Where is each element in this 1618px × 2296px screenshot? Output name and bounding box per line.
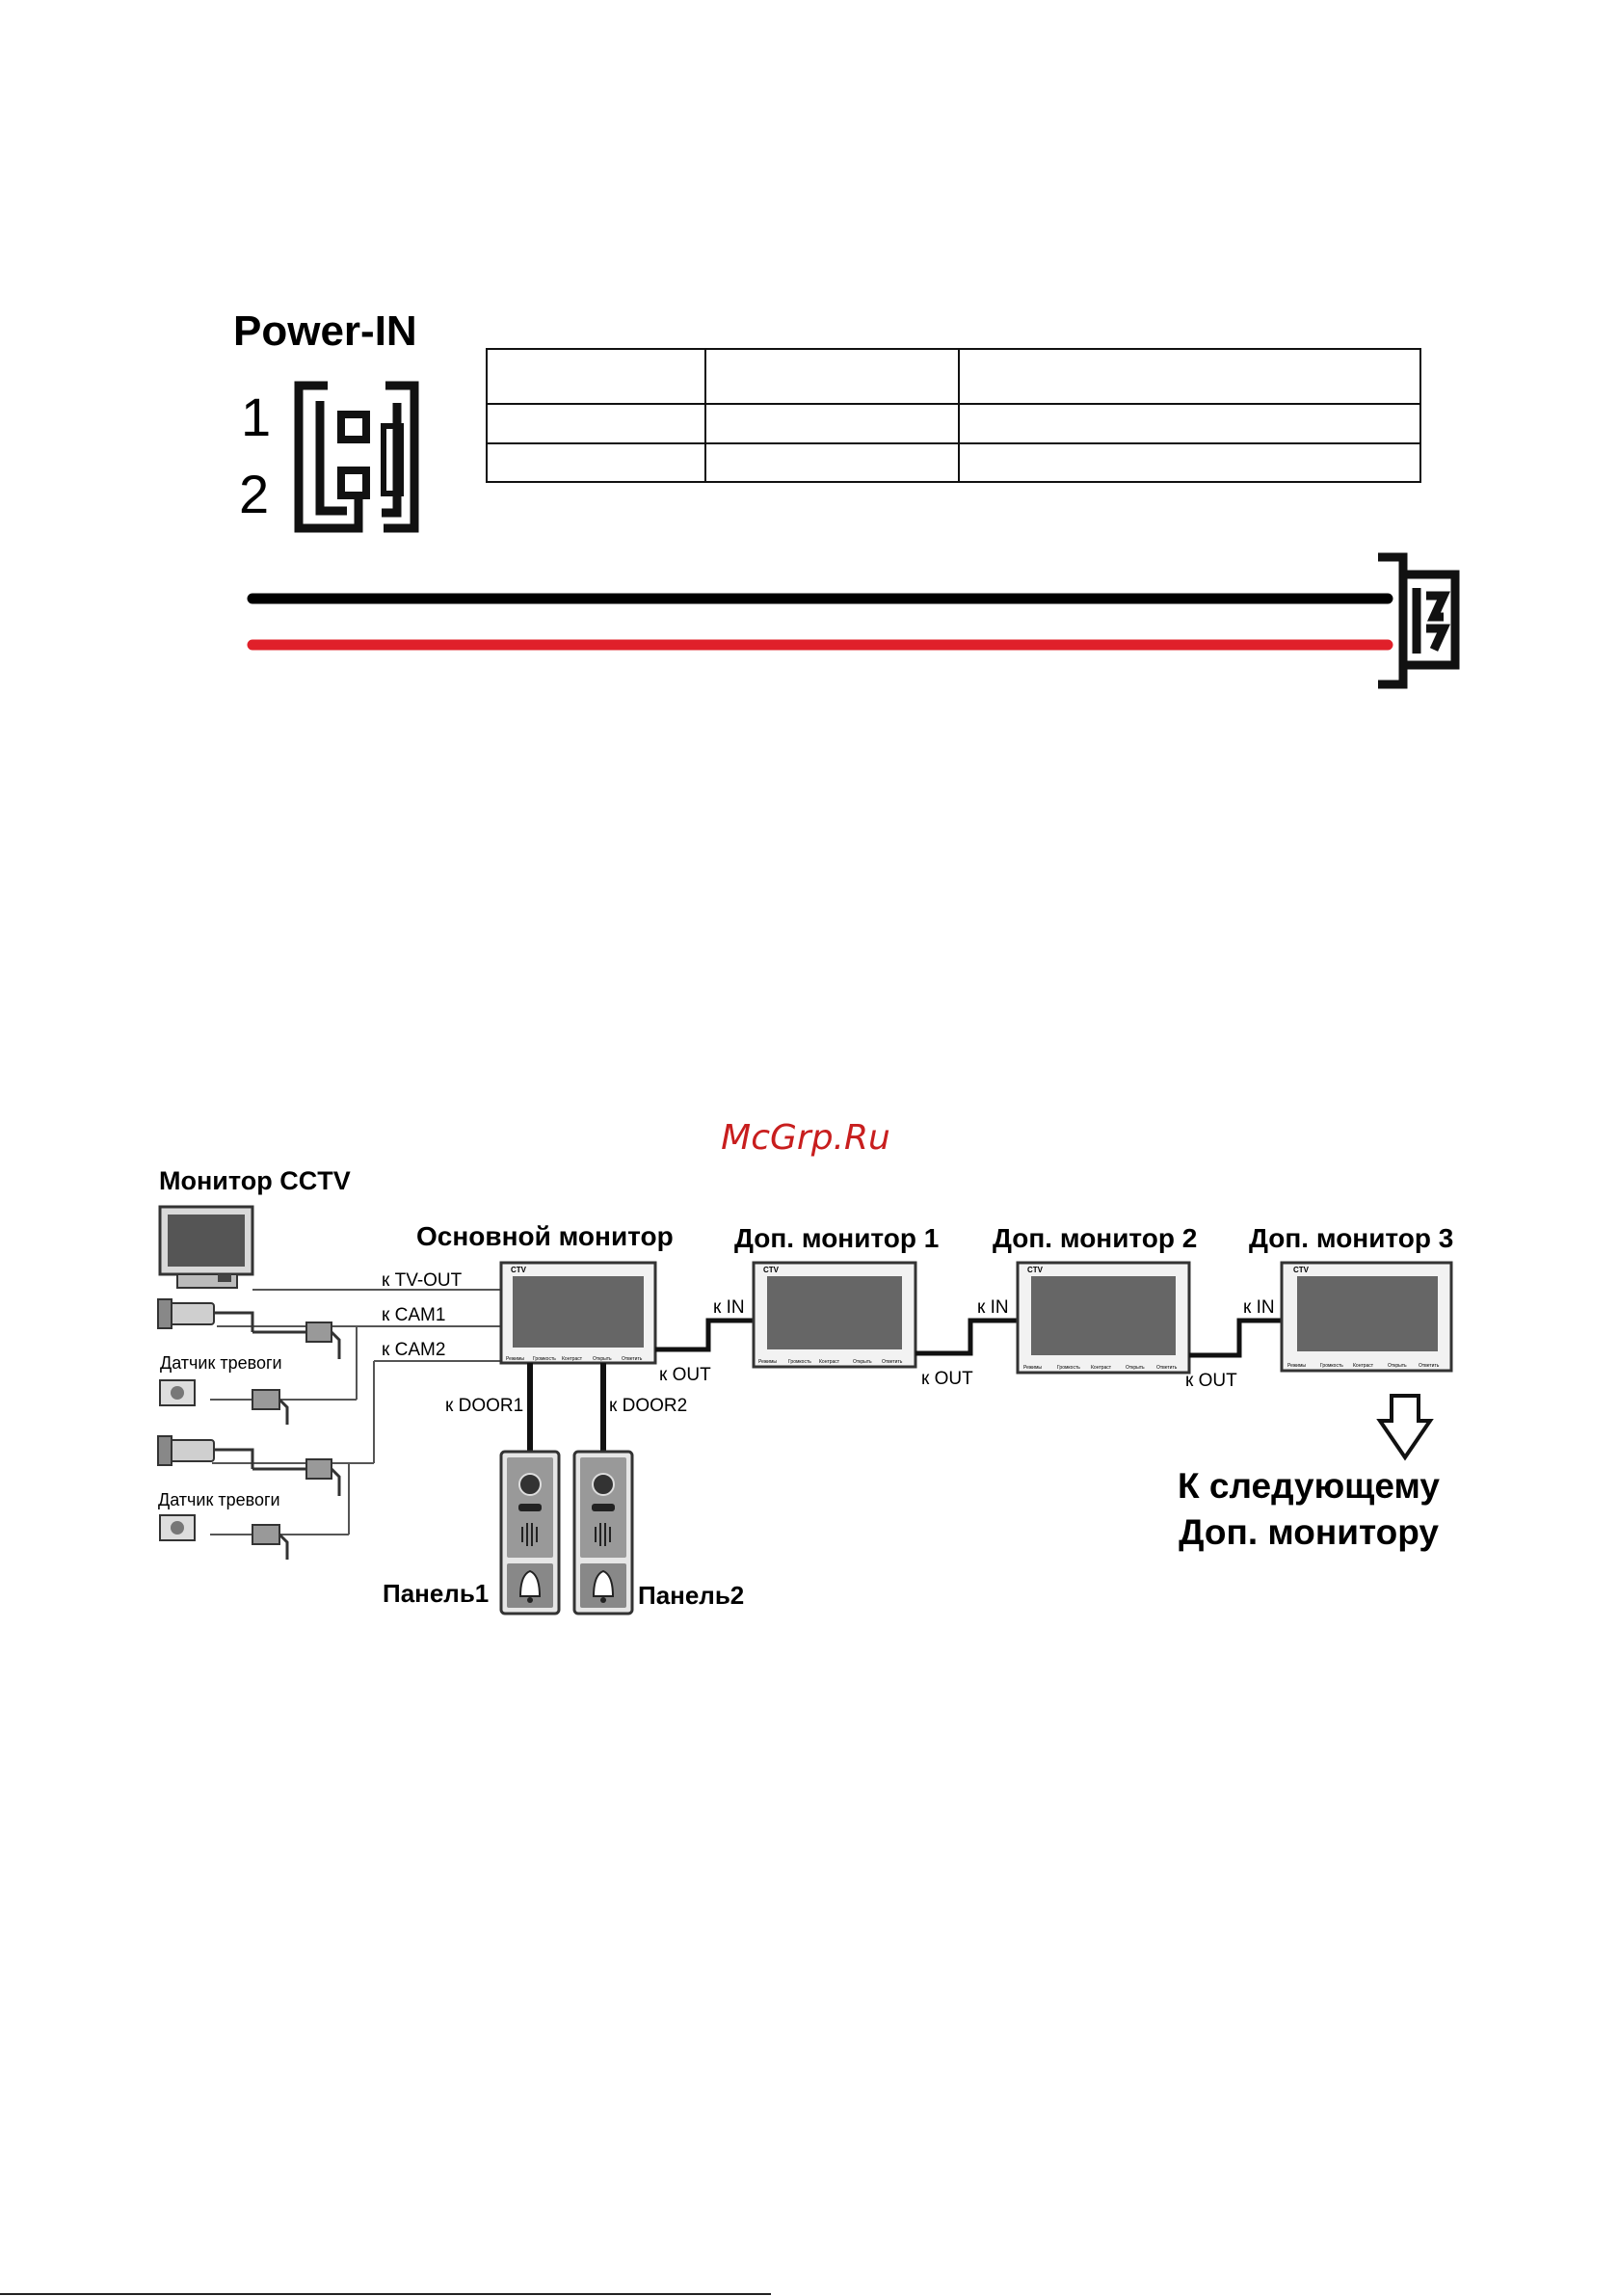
door1-label: к DOOR1	[445, 1396, 524, 1416]
power-plug-icon	[1378, 557, 1455, 684]
monitor-brand-ext1: CTV	[763, 1266, 779, 1274]
main-monitor-icon	[501, 1263, 655, 1363]
port-label-cam2: к CAM2	[382, 1340, 446, 1360]
cctv-monitor-label: Монитор CCTV	[159, 1166, 351, 1195]
pin-label-2: 2	[239, 464, 270, 524]
door-panel-2-icon	[574, 1452, 632, 1614]
ext1-monitor-btn-4: Открыть	[853, 1359, 872, 1365]
next-monitor-label-line-1: К следующему	[1178, 1466, 1440, 1506]
watermark: McGrp.Ru	[721, 1118, 890, 1158]
alarm-sensor-1-icon	[160, 1380, 287, 1425]
main-monitor-label: Основной монитор	[416, 1221, 674, 1251]
ext-monitor-3-icon	[1282, 1263, 1451, 1371]
ext2-out-label: к OUT	[1185, 1371, 1237, 1391]
door2-label: к DOOR2	[609, 1396, 688, 1416]
ext-monitor-2-icon	[1018, 1263, 1189, 1373]
ext-monitor-2-label: Доп. монитор 2	[993, 1223, 1198, 1253]
cable-ext1-to-ext2	[915, 1321, 1018, 1353]
ext3-in-label: к IN	[1243, 1297, 1275, 1318]
ext2-monitor-btn-5: Ответить	[1156, 1365, 1178, 1371]
monitor-brand-ext2: CTV	[1027, 1266, 1043, 1274]
down-arrow-icon	[1380, 1396, 1430, 1457]
ext3-monitor-btn-3: Контраст	[1353, 1363, 1374, 1369]
cable-main-to-ext1	[655, 1321, 754, 1349]
main-monitor-btn-3: Контраст	[562, 1356, 583, 1362]
ext3-monitor-btn-5: Ответить	[1419, 1363, 1440, 1369]
camera-2-icon	[158, 1436, 339, 1496]
pinout-table	[487, 349, 1420, 482]
camera-1-icon	[158, 1299, 339, 1359]
ext1-monitor-btn-1: Режимы	[758, 1359, 778, 1365]
ext1-monitor-btn-2: Громкость	[788, 1359, 811, 1365]
ext2-monitor-btn-2: Громкость	[1057, 1365, 1080, 1371]
panel1-label: Панель1	[383, 1579, 490, 1608]
main-monitor-btn-2: Громкость	[533, 1356, 556, 1362]
port-label-tv-out: к TV-OUT	[382, 1270, 463, 1291]
monitor-brand-main: CTV	[511, 1266, 526, 1274]
monitor-brand-ext3: CTV	[1293, 1266, 1309, 1274]
ext-monitor-1-label: Доп. монитор 1	[734, 1223, 940, 1253]
pin-label-1: 1	[241, 387, 272, 447]
ext3-monitor-btn-1: Режимы	[1287, 1363, 1307, 1369]
ext3-monitor-btn-2: Громкость	[1320, 1363, 1343, 1369]
ext2-in-label: к IN	[977, 1297, 1009, 1318]
ext3-monitor-btn-4: Открыть	[1388, 1363, 1407, 1369]
power-connector-icon	[299, 386, 414, 528]
power-in-title: Power-IN	[233, 307, 417, 355]
next-monitor-label-line-2: Доп. монитору	[1179, 1512, 1439, 1552]
main-monitor-btn-5: Ответить	[622, 1356, 643, 1362]
alarm-sensor-1-label: Датчик тревоги	[160, 1353, 282, 1373]
ext1-monitor-btn-3: Контраст	[819, 1359, 840, 1365]
ext-monitor-1-icon	[754, 1263, 915, 1367]
ext1-in-label: к IN	[713, 1297, 745, 1318]
port-label-cam1: к CAM1	[382, 1305, 446, 1325]
panel2-label: Панель2	[638, 1581, 745, 1610]
ext1-monitor-btn-5: Ответить	[882, 1359, 903, 1365]
ext-monitor-3-label: Доп. монитор 3	[1249, 1223, 1454, 1253]
ext1-out-label: к OUT	[921, 1369, 973, 1389]
ext2-monitor-btn-3: Контраст	[1091, 1365, 1112, 1371]
ext2-monitor-btn-1: Режимы	[1023, 1365, 1043, 1371]
alarm-sensor-2-icon	[160, 1515, 287, 1560]
cctv-monitor-icon	[160, 1207, 252, 1288]
main-monitor-btn-1: Режимы	[506, 1356, 525, 1362]
ext2-monitor-btn-4: Открыть	[1126, 1365, 1145, 1371]
cable-ext2-to-ext3	[1189, 1321, 1282, 1355]
main-monitor-btn-4: Открыть	[593, 1356, 612, 1362]
door-panel-1-icon	[501, 1452, 559, 1614]
main-out-label: к OUT	[659, 1365, 711, 1385]
alarm-sensor-2-label: Датчик тревоги	[158, 1490, 280, 1509]
